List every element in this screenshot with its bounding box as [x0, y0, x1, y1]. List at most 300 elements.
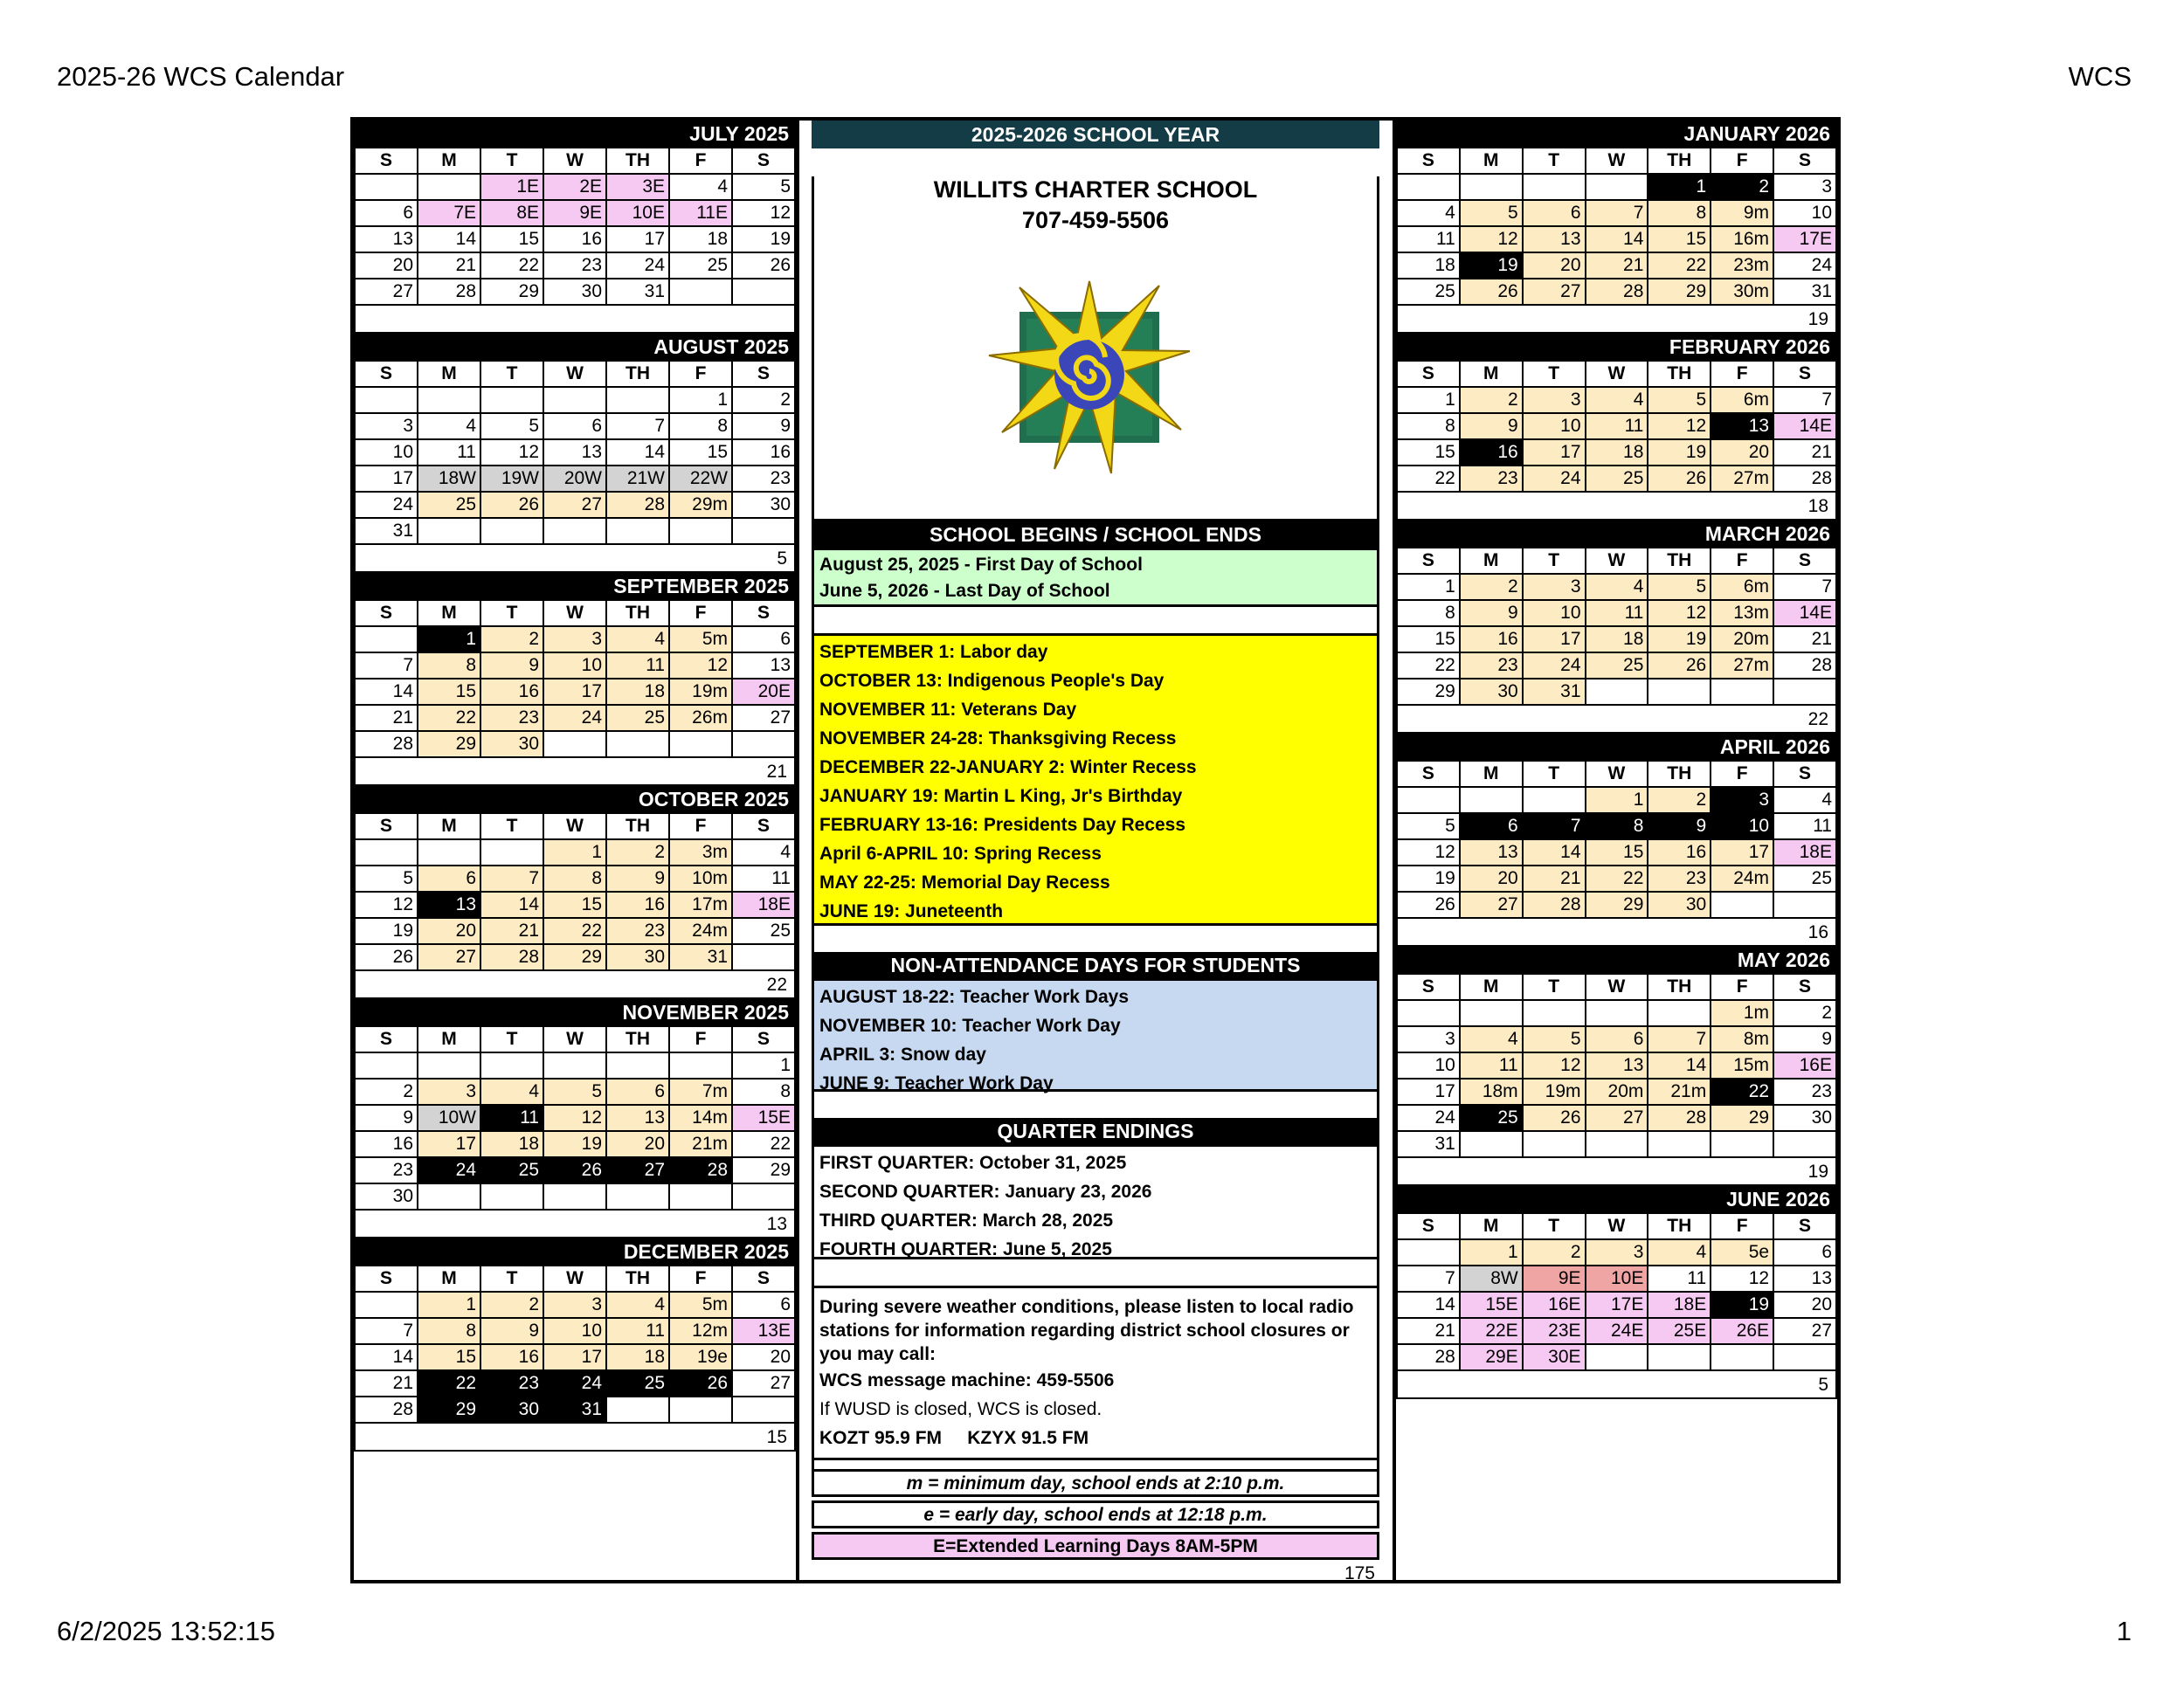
weekday-header: F	[669, 361, 732, 387]
day-cell: 9	[1648, 813, 1711, 839]
day-cell: 18m	[1460, 1079, 1523, 1105]
week-row	[355, 466, 795, 492]
last-day-line: June 5, 2026 - Last Day of School	[819, 581, 1110, 601]
weekday-header: S	[732, 1026, 795, 1052]
day-cell	[1648, 679, 1711, 705]
day-cell: 4	[606, 1292, 669, 1318]
day-cell: 8W	[1460, 1266, 1523, 1292]
day-cell: 18	[669, 226, 732, 252]
day-cell: 15	[1397, 439, 1460, 466]
week-row	[1397, 1318, 1836, 1344]
weekday-header: S	[1397, 148, 1460, 174]
weekday-header: W	[543, 361, 606, 387]
weekday-header: M	[1460, 974, 1523, 1000]
day-cell: 18	[480, 1131, 543, 1157]
holidays-box	[812, 633, 1379, 926]
weekday-header: M	[1460, 761, 1523, 787]
day-cell: 10	[1711, 813, 1773, 839]
weekday-header: S	[355, 361, 418, 387]
day-cell: 21W	[606, 466, 669, 492]
day-cell: 1m	[1711, 1000, 1773, 1026]
day-cell: 13	[1523, 226, 1586, 252]
day-cell: 24E	[1586, 1318, 1648, 1344]
non-attendance-box	[812, 978, 1379, 1092]
week-row	[1397, 387, 1836, 413]
day-cell: 6	[418, 866, 480, 892]
month-july-2025	[354, 121, 796, 334]
weekday-header: S	[355, 600, 418, 626]
weekday-header: W	[1586, 761, 1648, 787]
day-cell: 29	[418, 731, 480, 757]
week-row	[355, 413, 795, 439]
day-cell: 16	[1460, 439, 1523, 466]
holiday-item: NOVEMBER 11: Veterans Day	[819, 700, 1077, 720]
quarter-ending-item: FOURTH QUARTER: June 5, 2025	[819, 1239, 1112, 1259]
day-cell: 15	[1648, 226, 1711, 252]
day-cell: 20	[1773, 1292, 1836, 1318]
day-cell: 21m	[669, 1131, 732, 1157]
day-cell: 31	[606, 279, 669, 305]
day-cell: 25	[1586, 466, 1648, 492]
day-cell: 8	[1397, 413, 1460, 439]
week-row	[1397, 866, 1836, 892]
day-cell: 15	[480, 226, 543, 252]
day-cell	[1711, 1344, 1773, 1370]
month-grid	[1396, 1212, 1837, 1371]
day-cell: 22	[1648, 252, 1711, 279]
day-cell: 6	[543, 413, 606, 439]
week-row	[1397, 174, 1836, 200]
day-cell	[1711, 679, 1773, 705]
day-cell: 19m	[1523, 1079, 1586, 1105]
day-cell: 16	[480, 1344, 543, 1370]
weekday-header: M	[418, 813, 480, 839]
day-cell: 2	[1460, 387, 1523, 413]
weekday-header: S	[355, 148, 418, 174]
weekday-header: T	[1523, 1213, 1586, 1239]
day-cell	[480, 1183, 543, 1210]
spacer	[812, 926, 1379, 952]
day-cell: 19e	[669, 1344, 732, 1370]
day-cell: 13	[1711, 413, 1773, 439]
day-cell: 7	[606, 413, 669, 439]
day-cell: 2	[480, 626, 543, 652]
weekday-header: M	[418, 148, 480, 174]
week-row	[1397, 813, 1836, 839]
week-row	[355, 866, 795, 892]
weekday-header: S	[1397, 361, 1460, 387]
day-cell: 11	[418, 439, 480, 466]
day-cell	[355, 1292, 418, 1318]
month-day-count: 22	[354, 971, 796, 999]
week-row	[355, 944, 795, 970]
week-row	[1397, 1052, 1836, 1079]
day-cell: 24	[1397, 1105, 1460, 1131]
day-cell: 31	[1397, 1131, 1460, 1157]
day-cell: 6	[355, 200, 418, 226]
day-cell: 27m	[1711, 652, 1773, 679]
month-day-count: 5	[354, 545, 796, 573]
week-row	[355, 1370, 795, 1397]
day-cell: 27	[606, 1157, 669, 1183]
day-cell: 13E	[732, 1318, 795, 1344]
school-begins-header: SCHOOL BEGINS / SCHOOL ENDS	[812, 521, 1379, 548]
legend-extended-day: E=Extended Learning Days 8AM-5PM	[812, 1532, 1379, 1560]
day-cell: 18	[1586, 439, 1648, 466]
month-february-2026	[1396, 334, 1837, 521]
day-cell: 30	[543, 279, 606, 305]
month-day-count: 22	[1396, 706, 1837, 734]
day-cell: 28	[1773, 652, 1836, 679]
day-cell: 21	[1586, 252, 1648, 279]
day-cell: 20	[1460, 866, 1523, 892]
weekday-header: T	[480, 148, 543, 174]
weekday-header: S	[1773, 1213, 1836, 1239]
day-cell: 30	[355, 1183, 418, 1210]
day-cell: 28	[669, 1157, 732, 1183]
day-cell: 3	[1711, 787, 1773, 813]
day-cell: 26m	[669, 705, 732, 731]
week-row	[355, 892, 795, 918]
day-cell: 4	[1586, 574, 1648, 600]
holiday-item: April 6-APRIL 10: Spring Recess	[819, 844, 1102, 864]
week-row	[1397, 1105, 1836, 1131]
week-row	[355, 387, 795, 413]
day-cell: 11	[1648, 1266, 1711, 1292]
quarter-endings-box	[812, 1144, 1379, 1259]
week-row	[355, 1105, 795, 1131]
day-cell: 20	[418, 918, 480, 944]
day-cell	[355, 839, 418, 866]
day-cell: 19	[1648, 626, 1711, 652]
day-cell: 2	[1648, 787, 1711, 813]
weekday-header: TH	[606, 361, 669, 387]
school-begins-box	[812, 548, 1379, 607]
day-cell: 1	[543, 839, 606, 866]
day-cell: 24	[1773, 252, 1836, 279]
day-cell: 4	[1648, 1239, 1711, 1266]
day-cell: 14	[1523, 839, 1586, 866]
day-cell	[1648, 1344, 1711, 1370]
day-cell	[1523, 1131, 1586, 1157]
weekday-header: S	[355, 813, 418, 839]
week-row	[355, 200, 795, 226]
month-day-count: 21	[354, 758, 796, 786]
day-cell: 26	[480, 492, 543, 518]
day-cell: 11E	[669, 200, 732, 226]
day-cell	[606, 387, 669, 413]
weekday-header: S	[1397, 761, 1460, 787]
month-day-count: 15	[354, 1424, 796, 1452]
day-cell: 20	[1523, 252, 1586, 279]
day-cell: 12	[1711, 1266, 1773, 1292]
day-cell	[669, 1183, 732, 1210]
message-machine: WCS message machine: 459-5506	[819, 1370, 1115, 1390]
day-cell: 7	[1523, 813, 1586, 839]
day-cell: 10E	[606, 200, 669, 226]
day-cell: 25	[1773, 866, 1836, 892]
day-cell: 16	[1460, 626, 1523, 652]
day-cell: 7	[1648, 1026, 1711, 1052]
day-cell: 14	[480, 892, 543, 918]
week-row	[355, 492, 795, 518]
day-cell	[1586, 1131, 1648, 1157]
day-cell: 4	[732, 839, 795, 866]
day-cell: 15	[418, 1344, 480, 1370]
day-cell: 30	[1773, 1105, 1836, 1131]
day-cell: 26	[1397, 892, 1460, 918]
month-day-count	[354, 306, 796, 334]
day-cell: 1	[418, 626, 480, 652]
week-row	[355, 679, 795, 705]
school-header-box	[812, 176, 1379, 521]
day-cell: 10E	[1586, 1266, 1648, 1292]
wusd-closure: If WUSD is closed, WCS is closed.	[819, 1399, 1102, 1419]
month-grid	[354, 1265, 796, 1424]
day-cell: 9	[480, 652, 543, 679]
day-cell: 11	[1586, 413, 1648, 439]
document-right-label: WCS	[2068, 61, 2132, 92]
weekday-header: S	[732, 148, 795, 174]
day-cell: 4	[1397, 200, 1460, 226]
day-cell: 31	[669, 944, 732, 970]
month-june-2026	[1396, 1186, 1837, 1399]
legend-minimum-day: m = minimum day, school ends at 2:10 p.m.	[812, 1469, 1379, 1497]
day-cell: 10	[1523, 413, 1586, 439]
day-cell: 22	[1397, 652, 1460, 679]
day-cell: 5e	[1711, 1239, 1773, 1266]
day-cell: 25	[418, 492, 480, 518]
day-cell: 25	[1397, 279, 1460, 305]
day-cell: 26E	[1711, 1318, 1773, 1344]
day-cell: 23m	[1711, 252, 1773, 279]
holiday-item: JUNE 19: Juneteenth	[819, 901, 1004, 921]
day-cell	[543, 387, 606, 413]
day-cell: 25	[1586, 652, 1648, 679]
day-cell: 1	[1397, 574, 1460, 600]
day-cell	[1773, 1131, 1836, 1157]
day-cell: 7	[355, 1318, 418, 1344]
day-cell	[1397, 1239, 1460, 1266]
weekday-header: T	[480, 361, 543, 387]
day-cell: 10	[543, 1318, 606, 1344]
weekday-header: W	[543, 1266, 606, 1292]
weekday-header: M	[418, 361, 480, 387]
weekday-header: W	[543, 600, 606, 626]
day-cell: 12	[1648, 413, 1711, 439]
day-cell: 23	[732, 466, 795, 492]
day-cell: 10	[1397, 1052, 1460, 1079]
day-cell: 27	[418, 944, 480, 970]
day-cell: 14	[355, 1344, 418, 1370]
day-cell: 18E	[1648, 1292, 1711, 1318]
weekday-header: M	[1460, 148, 1523, 174]
weekday-header: F	[1711, 148, 1773, 174]
day-cell: 13	[732, 652, 795, 679]
day-cell: 14	[1397, 1292, 1460, 1318]
day-cell: 3m	[669, 839, 732, 866]
day-cell: 14	[355, 679, 418, 705]
weekday-header: M	[1460, 1213, 1523, 1239]
day-cell: 9	[1460, 413, 1523, 439]
day-cell: 16	[606, 892, 669, 918]
month-title: DECEMBER 2025	[354, 1238, 796, 1265]
month-january-2026	[1396, 121, 1837, 334]
weekday-header: T	[1523, 974, 1586, 1000]
day-cell: 11	[606, 652, 669, 679]
weekday-header: TH	[606, 813, 669, 839]
spacer	[812, 607, 1379, 633]
day-cell	[1460, 174, 1523, 200]
week-row	[355, 1344, 795, 1370]
day-cell: 20m	[1711, 626, 1773, 652]
day-cell	[606, 1183, 669, 1210]
weekday-header: TH	[606, 1266, 669, 1292]
non-attendance-item: AUGUST 18-22: Teacher Work Days	[819, 987, 1130, 1007]
day-cell: 22	[1586, 866, 1648, 892]
day-cell	[732, 1397, 795, 1423]
day-cell: 22	[1397, 466, 1460, 492]
day-cell: 9	[1773, 1026, 1836, 1052]
week-row	[1397, 1131, 1836, 1157]
day-cell: 30	[606, 944, 669, 970]
day-cell: 17	[543, 1344, 606, 1370]
day-cell: 20m	[1586, 1079, 1648, 1105]
weekday-header: TH	[1648, 974, 1711, 1000]
day-cell: 26	[732, 252, 795, 279]
weekday-header: S	[1397, 1213, 1460, 1239]
holiday-item: OCTOBER 13: Indigenous People's Day	[819, 671, 1165, 691]
day-cell: 24	[1523, 466, 1586, 492]
day-cell: 23	[1460, 652, 1523, 679]
day-cell: 9	[606, 866, 669, 892]
day-cell	[1773, 892, 1836, 918]
day-cell	[480, 387, 543, 413]
day-cell: 17m	[669, 892, 732, 918]
week-row	[355, 1079, 795, 1105]
day-cell	[1460, 1000, 1523, 1026]
day-cell: 18	[606, 679, 669, 705]
day-cell: 28	[1523, 892, 1586, 918]
day-cell	[1773, 679, 1836, 705]
month-september-2025	[354, 573, 796, 786]
month-title: JANUARY 2026	[1396, 121, 1837, 147]
day-cell: 30	[1648, 892, 1711, 918]
weekday-header: F	[669, 148, 732, 174]
day-cell: 16	[480, 679, 543, 705]
week-row	[1397, 1292, 1836, 1318]
day-cell: 2	[732, 387, 795, 413]
day-cell: 27	[543, 492, 606, 518]
day-cell: 19m	[669, 679, 732, 705]
day-cell: 5	[355, 866, 418, 892]
day-cell: 7E	[418, 200, 480, 226]
day-cell: 14	[418, 226, 480, 252]
week-row	[1397, 892, 1836, 918]
day-cell: 7m	[669, 1079, 732, 1105]
day-cell: 5	[543, 1079, 606, 1105]
month-title: FEBRUARY 2026	[1396, 334, 1837, 360]
day-cell: 8E	[480, 200, 543, 226]
day-cell	[732, 518, 795, 544]
day-cell: 28	[1648, 1105, 1711, 1131]
day-cell: 11	[732, 866, 795, 892]
month-title: SEPTEMBER 2025	[354, 573, 796, 599]
day-cell	[1711, 1131, 1773, 1157]
day-cell: 13	[1773, 1266, 1836, 1292]
weekday-header: TH	[606, 1026, 669, 1052]
day-cell: 20	[1711, 439, 1773, 466]
day-cell	[669, 731, 732, 757]
weekday-header: M	[418, 1266, 480, 1292]
day-cell: 10	[543, 652, 606, 679]
day-cell: 21	[1397, 1318, 1460, 1344]
day-cell: 23	[1460, 466, 1523, 492]
month-october-2025	[354, 786, 796, 999]
weekday-header: TH	[606, 600, 669, 626]
month-december-2025	[354, 1238, 796, 1452]
weekday-header: S	[1773, 761, 1836, 787]
weekday-header: T	[480, 1026, 543, 1052]
day-cell: 13	[1460, 839, 1523, 866]
day-cell: 12m	[669, 1318, 732, 1344]
day-cell: 29E	[1460, 1344, 1523, 1370]
week-row	[355, 1397, 795, 1423]
week-row	[355, 626, 795, 652]
school-year-title: 2025-2026 SCHOOL YEAR	[812, 121, 1379, 148]
day-cell: 23E	[1523, 1318, 1586, 1344]
week-row	[355, 1318, 795, 1344]
week-row	[355, 1292, 795, 1318]
day-cell: 29	[418, 1397, 480, 1423]
day-cell: 25	[669, 252, 732, 279]
day-cell: 2	[1523, 1239, 1586, 1266]
day-cell	[418, 174, 480, 200]
day-cell: 29	[732, 1157, 795, 1183]
day-cell: 27	[1773, 1318, 1836, 1344]
day-cell: 29	[1711, 1105, 1773, 1131]
day-cell: 11	[1397, 226, 1460, 252]
week-row	[1397, 1239, 1836, 1266]
day-cell: 16	[732, 439, 795, 466]
day-cell: 6	[606, 1079, 669, 1105]
day-cell	[1523, 1000, 1586, 1026]
month-grid	[354, 812, 796, 971]
day-cell: 20	[606, 1131, 669, 1157]
weekday-header: TH	[1648, 761, 1711, 787]
month-grid	[1396, 547, 1837, 706]
weekday-header: S	[1397, 548, 1460, 574]
day-cell: 13m	[1711, 600, 1773, 626]
weekday-header: S	[732, 361, 795, 387]
week-row	[1397, 1026, 1836, 1052]
day-cell: 16	[355, 1131, 418, 1157]
day-cell: 9E	[543, 200, 606, 226]
day-cell	[606, 1052, 669, 1079]
day-cell: 27	[1586, 1105, 1648, 1131]
day-cell: 8m	[1711, 1026, 1773, 1052]
day-cell: 28	[1773, 466, 1836, 492]
day-cell	[732, 279, 795, 305]
day-cell: 8	[418, 1318, 480, 1344]
day-cell: 17E	[1586, 1292, 1648, 1318]
spacer	[812, 1460, 1379, 1469]
day-cell: 3E	[606, 174, 669, 200]
legend-early-day: e = early day, school ends at 12:18 p.m.	[812, 1500, 1379, 1528]
day-cell: 20W	[543, 466, 606, 492]
day-cell	[1523, 174, 1586, 200]
week-row	[1397, 652, 1836, 679]
